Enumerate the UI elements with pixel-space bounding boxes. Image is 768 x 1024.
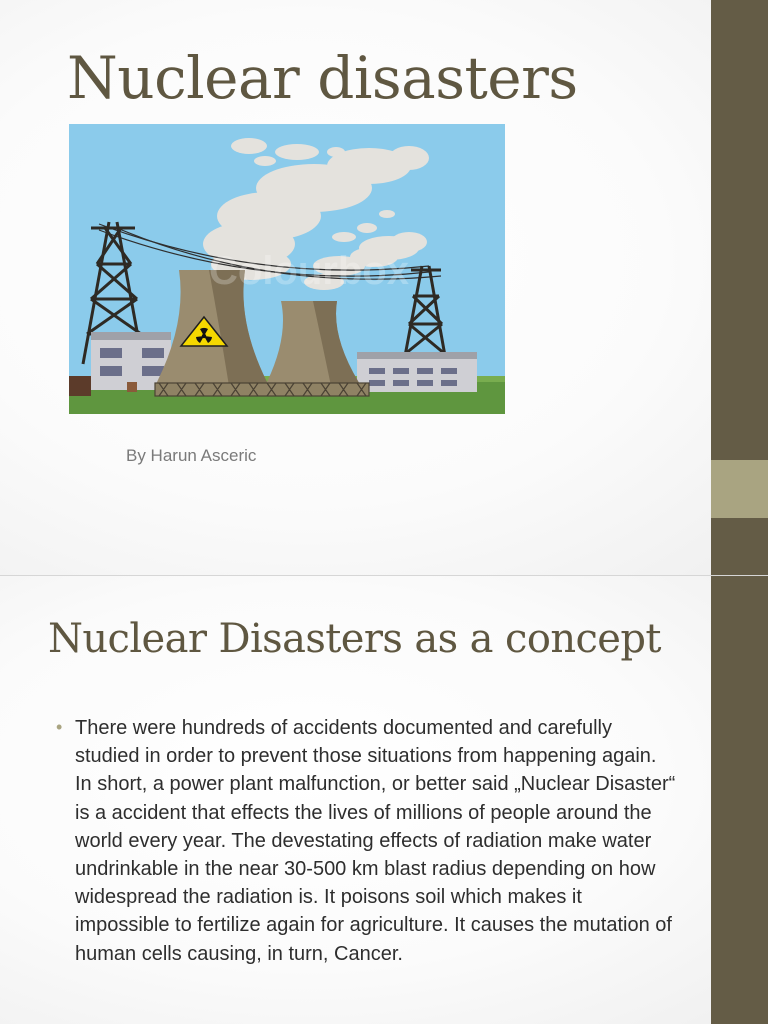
content-slide — [0, 576, 768, 1024]
side-accent — [711, 460, 768, 518]
bullet-list — [56, 714, 676, 968]
slide-title: Nuclear Disasters as a concept — [48, 616, 661, 662]
side-bar — [711, 576, 768, 1024]
tower-base — [155, 383, 369, 396]
slide-title: Nuclear disasters — [67, 44, 578, 112]
image-watermark: Colourbox — [209, 249, 409, 293]
bullet-text: There were hundreds of accidents documented and carefully studied in order to prevent those situations from happening again. In short, a power plant malfunction, or better said „Nuclear Disaster“ is a accident that effects the lives of millions of people around the world every year. The devestating effects of radiation make water undrinkable in the near 30-500 km blast radius depending on how widespread the radiation is. It poisons soil which makes it impossible to fertilize again for agriculture. It causes the mutation of human cells causing, in turn, Cancer. — [75, 717, 676, 965]
author-byline: By Harun Asceric — [126, 446, 257, 465]
nuclear-plant-illustration — [69, 124, 505, 414]
bullet-icon: • — [56, 717, 63, 737]
bullet-item — [56, 714, 676, 968]
